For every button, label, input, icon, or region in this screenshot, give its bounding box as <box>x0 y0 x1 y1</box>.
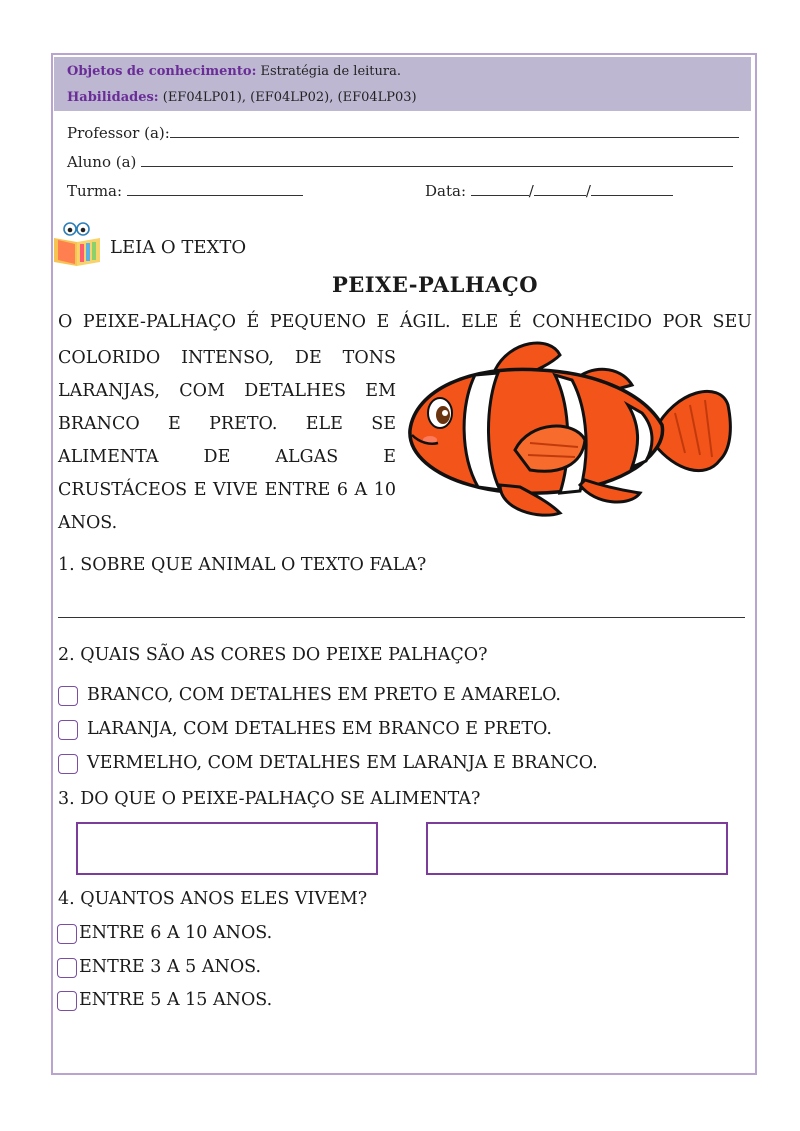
habilidades-line <box>67 90 417 105</box>
section-label: LEIA O TEXTO <box>110 237 247 258</box>
data-day-line[interactable] <box>471 194 529 196</box>
question-1: 1. SOBRE QUE ANIMAL O TEXTO FALA? <box>58 555 427 575</box>
habilidades-label: Habilidades: <box>67 90 159 105</box>
checkbox-icon[interactable] <box>58 686 78 706</box>
question-4: 4. QUANTOS ANOS ELES VIVEM? <box>58 889 368 909</box>
aluno-line[interactable] <box>141 165 733 167</box>
answer-box-2[interactable] <box>426 822 728 875</box>
habilidades-value: (EF04LP01), (EF04LP02), (EF04LP03) <box>162 90 417 105</box>
book-with-eyes-icon <box>52 220 102 268</box>
text-line: ALIMENTA DE ALGAS E <box>58 447 396 467</box>
page-title: PEIXE-PALHAÇO <box>332 272 538 297</box>
checkbox-icon[interactable] <box>58 754 78 774</box>
text-line: COLORIDO INTENSO, DE TONS <box>58 348 396 368</box>
text-line: LARANJAS, COM DETALHES EM <box>58 381 396 401</box>
clownfish-illustration <box>400 335 735 525</box>
header-banner <box>54 57 751 111</box>
professor-field[interactable] <box>67 124 739 142</box>
q4-option-1: ENTRE 6 A 10 ANOS. <box>79 923 273 943</box>
q4-option-3: ENTRE 5 A 15 ANOS. <box>79 990 273 1010</box>
date-slash: / <box>528 182 534 200</box>
checkbox-icon[interactable] <box>57 991 77 1011</box>
text-line: BRANCO E PRETO. ELE SE <box>58 414 396 434</box>
turma-field[interactable] <box>67 182 303 200</box>
answer-line-q1[interactable] <box>58 617 745 618</box>
q2-option-1: BRANCO, COM DETALHES EM PRETO E AMARELO. <box>87 685 561 705</box>
text-first-line: O PEIXE-PALHAÇO É PEQUENO E ÁGIL. ELE É CONHECIDO POR SEU <box>58 312 752 332</box>
question-3: 3. DO QUE O PEIXE-PALHAÇO SE ALIMENTA? <box>58 789 481 809</box>
answer-box-1[interactable] <box>76 822 378 875</box>
aluno-label: Aluno (a) <box>67 153 137 171</box>
text-line: ANOS. <box>58 513 118 533</box>
date-slash: / <box>585 182 591 200</box>
text-line: CRUSTÁCEOS E VIVE ENTRE 6 A 10 <box>58 480 396 500</box>
text-paragraph <box>58 342 396 540</box>
professor-label: Professor (a): <box>67 124 170 142</box>
checkbox-icon[interactable] <box>57 958 77 978</box>
q4-option-2: ENTRE 3 A 5 ANOS. <box>79 957 262 977</box>
objetos-line <box>67 64 401 79</box>
aluno-field[interactable] <box>67 153 733 171</box>
data-field[interactable] <box>425 182 673 200</box>
data-month-line[interactable] <box>534 194 586 196</box>
data-label: Data: <box>425 182 466 200</box>
turma-line[interactable] <box>127 194 303 196</box>
checkbox-icon[interactable] <box>58 720 78 740</box>
data-year-line[interactable] <box>591 194 673 196</box>
turma-label: Turma: <box>67 182 123 200</box>
q2-option-2: LARANJA, COM DETALHES EM BRANCO E PRETO. <box>87 719 552 739</box>
q2-option-3: VERMELHO, COM DETALHES EM LARANJA E BRANCO. <box>87 753 598 773</box>
question-2: 2. QUAIS SÃO AS CORES DO PEIXE PALHAÇO? <box>58 645 488 665</box>
checkbox-icon[interactable] <box>57 924 77 944</box>
objetos-value: Estratégia de leitura. <box>260 64 401 79</box>
professor-line[interactable] <box>170 136 739 138</box>
objetos-label: Objetos de conhecimento: <box>67 64 257 79</box>
